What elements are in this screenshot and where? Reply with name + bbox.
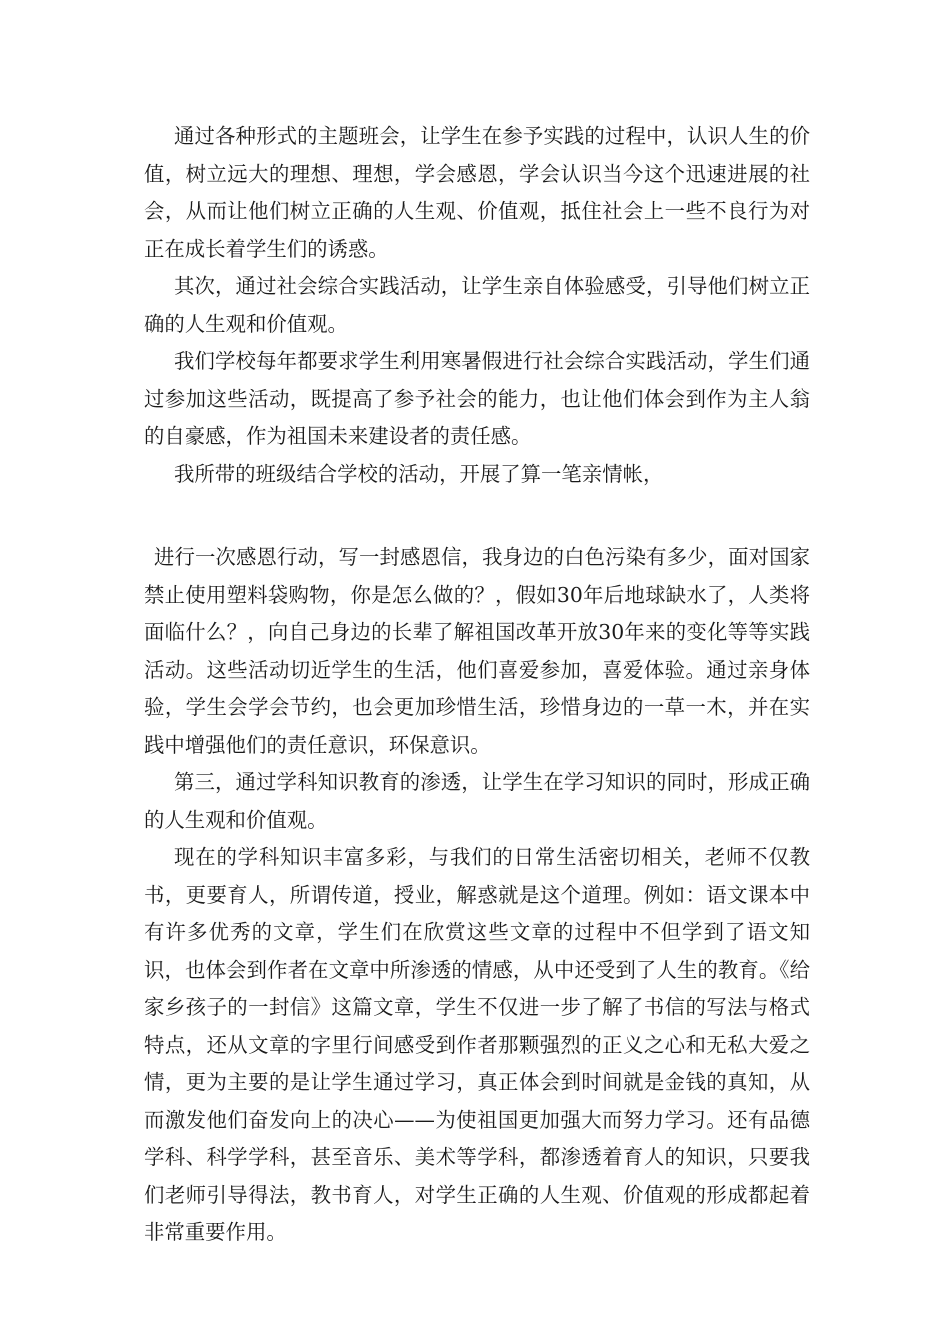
document-body (144, 118, 810, 1252)
paragraph-subject-knowledge: 现在的学科知识丰富多彩，与我们的日常生活密切相关，老师不仅教书，更要育人，所谓传道，授业，解惑就是这个道理。例如：语文课本中有许多优秀的文章，学生们在欣赏这些文章的过程中不但学到了语文知识，也体会到作者在文章中所渗透的情感，从中还受到了人生的教育。《给家乡孩子的一封信》这篇文章，学生不仅进一步了解了书信的写法与格式特点，还从文章的字里行间感受到作者那颗强烈的正义之心和无私大爱之情，更为主要的是让学生通过学习，真正体会到时间就是金钱的真知，从而激发他们奋发向上的决心——为使祖国更加强大而努力学习。还有品德学科、科学学科，甚至音乐、美术等学科，都渗透着育人的知识，只要我们老师引导得法，教书育人，对学生正确的人生观、价值观的形成都起着非常重要作用。 (144, 845, 810, 1244)
paragraph-gratitude-actions: 进行一次感恩行动，写一封感恩信，我身边的白色污染有多少，面对国家禁止使用塑料袋购物，你是怎么做的？，假如30年后地球缺水了，人类将面临什么？，向自己身边的长辈了解祖国改革开放30年来的变化等等实践活动。这些活动切近学生的生活，他们喜爱参加，喜爱体验。通过亲身体验，学生会学会节约，也会更加珍惜生活，珍惜身边的一草一木，并在实践中增强他们的责任意识，环保意识。 (144, 545, 810, 757)
blank-line (144, 493, 810, 539)
paragraph-theme-class-meetings: 通过各种形式的主题班会，让学生在参予实践的过程中，认识人生的价值，树立远大的理想、理想，学会感恩，学会认识当今这个迅速进展的社会，从而让他们树立正确的人生观、价值观，抵住社会上一些不良行为对正在成长着学生们的诱惑。 (144, 124, 810, 261)
paragraph-class-activities: 我所带的班级结合学校的活动，开展了算一笔亲情帐， (174, 461, 664, 486)
paragraph-school-holidays: 我们学校每年都要求学生利用寒暑假进行社会综合实践活动，学生们通过参加这些活动，既提高了参予社会的能力，也让他们体会到作为主人翁的自豪感，作为祖国未来建设者的责任感。 (144, 349, 810, 448)
paragraph-second-point: 其次，通过社会综合实践活动，让学生亲自体验感受，引导他们树立正确的人生观和价值观。 (144, 274, 810, 336)
paragraph-third-point: 第三，通过学科知识教育的渗透，让学生在学习知识的同时，形成正确的人生观和价值观。 (144, 770, 810, 832)
